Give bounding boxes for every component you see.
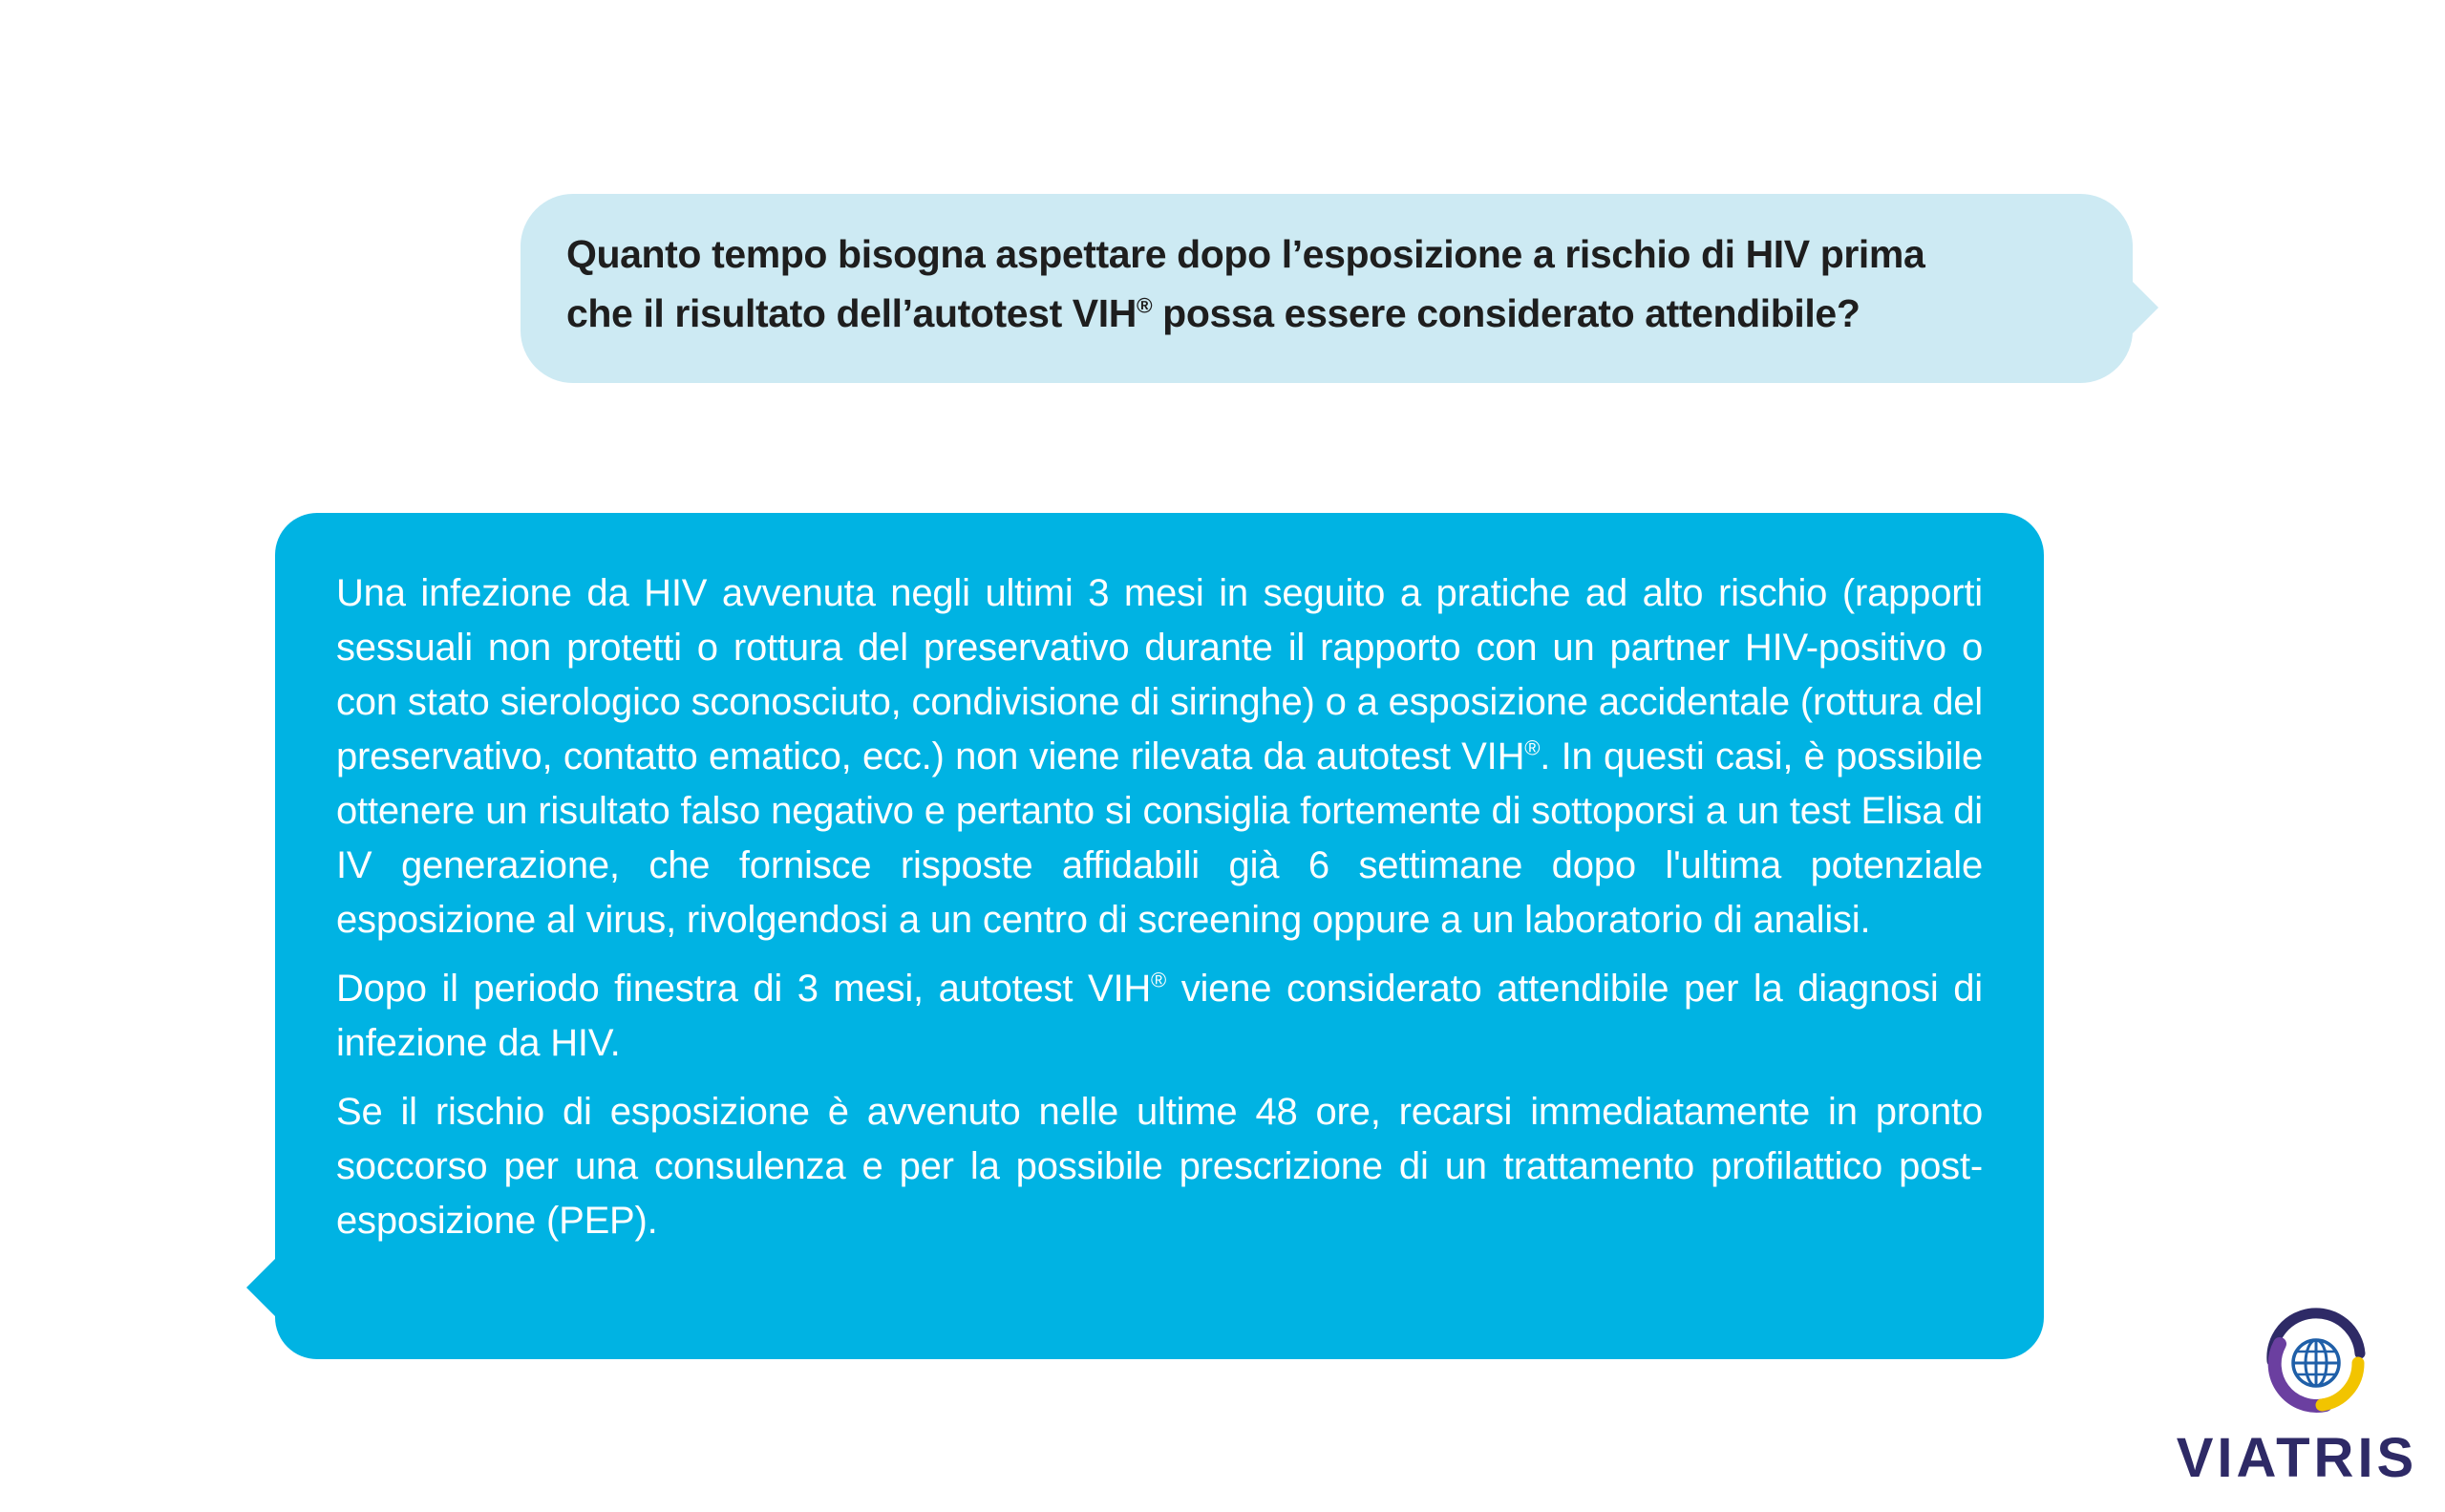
question-line-2-end: possa essere considerato attendibile? (1152, 291, 1860, 335)
registered-mark: ® (1136, 293, 1153, 318)
answer-p1-end: . In questi casi, è possibile ottenere un risultato falso negativo e pertanto si consiglia fortemente di sottoporsi a un test Elisa di IV generazione, che fornisce risposte affidabili già 6 settimane dopo l'ultima potenziale esposizione al virus, rivolgendosi a un centro di screening oppure a un laboratorio di analisi. (336, 735, 1983, 941)
question-bubble (521, 194, 2133, 383)
registered-mark: ® (1524, 735, 1541, 760)
question-line-2 (566, 284, 2094, 343)
registered-mark: ® (1151, 968, 1167, 992)
answer-paragraph-2 (336, 962, 1983, 1071)
answer-p2-end: viene considerato attendibile per la diagnosi di infezione da HIV. (336, 968, 1983, 1064)
question-bubble-tail (2128, 277, 2158, 338)
answer-paragraph-3: Se il rischio di esposizione è avvenuto nelle ultime 48 ore, recarsi immediatamente in pronto soccorso per una consulenza e per la possibile prescrizione di un trattamento profilattico post-esposizione (PEP). (336, 1091, 1983, 1242)
answer-paragraph-1 (336, 566, 1983, 948)
viatris-logo (2168, 1304, 2426, 1495)
answer-p1-start: Una infezione da HIV avvenuta negli ultimi 3 mesi in seguito a pratiche ad alto rischio (rapporti sessuali non protetti o rottura del preservativo durante il rapporto con un partner HIV-positivo o con stato sierologico sconosciuto, condivisione di siringhe) o a esposizione accidentale (rottura del preservativo, contatto ematico, ecc.) non viene rilevata da autotest VIH (336, 572, 1983, 777)
viatris-globe-icon (2259, 1304, 2373, 1418)
question-line-2-start: che il risultato dell’autotest VIH (566, 291, 1137, 335)
answer-bubble (275, 513, 2044, 1359)
viatris-wordmark: VIATRIS (2176, 1427, 2418, 1489)
answer-p2-start: Dopo il periodo finestra di 3 mesi, autotest VIH (336, 968, 1152, 1010)
answer-bubble-tail (246, 1257, 277, 1318)
question-text (566, 224, 2094, 343)
question-line-1: Quanto tempo bisogna aspettare dopo l’esposizione a rischio di HIV prima (566, 232, 1925, 276)
